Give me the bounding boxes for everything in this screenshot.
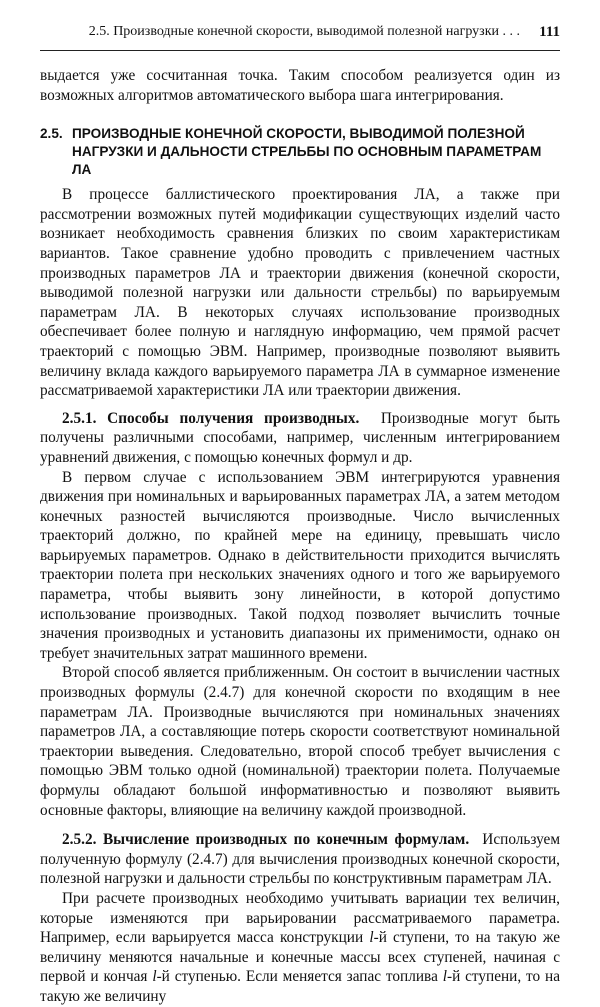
- subsection2-title: 2.5.2. Вычисление производных по конечным формулам.: [62, 831, 470, 849]
- section-intro-paragraph: В процессе баллистического проектирования ЛА, а также при рассмотрении возможных путей модификации существующих изделий часто возникает необходимость сравнения близких по своим характеристикам вариантов. Такое сравнение удобно проводить с привлечением частных производных параметров ЛА и траектории движения (конечной скорости, выводимой полезной нагрузки или дальности стрельбы) по варьируемым параметрам ЛА. В некоторых случаях использование производных обеспечивает более полную и наглядную информацию, чем прямой расчет траекторий с помощью ЭВМ. Например, производные позволяют выявить величину вклада каждого варьируемого параметра ЛА в суммарное изменение рассматриваемой характеристики ЛА или траектории движения.: [40, 186, 560, 400]
- running-title: 2.5. Производные конечной скорости, выводимой полезной нагрузки . . .: [88, 24, 520, 39]
- section-heading: [40, 125, 560, 179]
- p2-part-b: -й ступени, то на такую же величину меняются начальные и конечные массы всех ступеней, начиная с первой и кончая: [40, 929, 560, 986]
- page-number: 111: [539, 24, 560, 40]
- subsection1-title: 2.5.1. Способы получения производных.: [62, 409, 360, 427]
- subsection1-paragraph-3: Второй способ является приближенным. Он состоит в вычислении частных производных формулы (2.4.7) для конечной скорости по входящим в нее параметрам ЛА. Производные вычисляются при номинальных значениях параметров ЛА, а составляющие потерь скорости соответствуют номинальной траектории выведения. Следовательно, второй способ требует вычисления с помощью ЭВМ только одной (номинальной) траектории полета. Получаемые формулы обладают большой информативностью и позволяют выявить основные факторы, влияющие на величину каждой производной.: [40, 664, 560, 819]
- section-title-line2: НАГРУЗКИ И ДАЛЬНОСТИ СТРЕЛЬБЫ ПО ОСНОВНЫМ ПАРАМЕТРАМ ЛА: [72, 144, 542, 178]
- subsection2-paragraph-2: [40, 889, 560, 1007]
- section-title-line1: ПРОИЗВОДНЫЕ КОНЕЧНОЙ СКОРОСТИ, ВЫВОДИМОЙ ПОЛЕЗНОЙ: [72, 126, 525, 142]
- variable-l: l: [369, 929, 374, 947]
- subsection1-paragraph: [40, 409, 560, 468]
- variable-l: l: [152, 968, 157, 986]
- subsection2-paragraph: [40, 830, 560, 889]
- section-number: 2.5.: [40, 126, 63, 142]
- subsection1-text: Производные могут быть получены различными способами, например, численным интегрированием уравнений движения, с помощью конечных формул и др.: [40, 409, 560, 466]
- p2-part-d: -й ступени, то на такую же величину: [40, 968, 560, 1005]
- running-header: [40, 20, 560, 44]
- book-page: [40, 20, 560, 1007]
- subsection2-text: Используем полученную формулу (2.4.7) для вычисления производных конечной скорости, полезной нагрузки и дальности стрельбы по конструктивным параметрам ЛА.: [40, 831, 561, 888]
- lead-paragraph: выдается уже сосчитанная точка. Таким способом реализуется один из возможных алгоритмов автоматического выбора шага интегрирования.: [40, 67, 560, 104]
- variable-l: l: [442, 968, 447, 986]
- header-rule: [40, 50, 560, 51]
- p2-part-c: -й ступенью. Если меняется запас топлива: [156, 968, 443, 986]
- p2-part-a: При расчете производных необходимо учитывать вариации тех величин, которые изменяются при варьировании рассматриваемого параметра. Например, если варьируется масса конструкции: [40, 889, 560, 947]
- subsection1-paragraph-2: В первом случае с использованием ЭВМ интегрируются уравнения движения при номинальных и варьированных параметрах ЛА, а затем методом конечных разностей вычисляются производные. Число вычисленных траекторий должно, по крайней мере на единицу, превышать число варьируемых параметров. Однако в действительности приходится вычислять траектории полета при нескольких значениях одного и того же варьируемого параметра, чтобы выявить зону линейности, в которой допустимо использование производных. Такой подход позволяет вычислить точные значения производных и установить диапазоны их применимости, однако он требует значительных затрат машинного времени.: [40, 468, 560, 662]
